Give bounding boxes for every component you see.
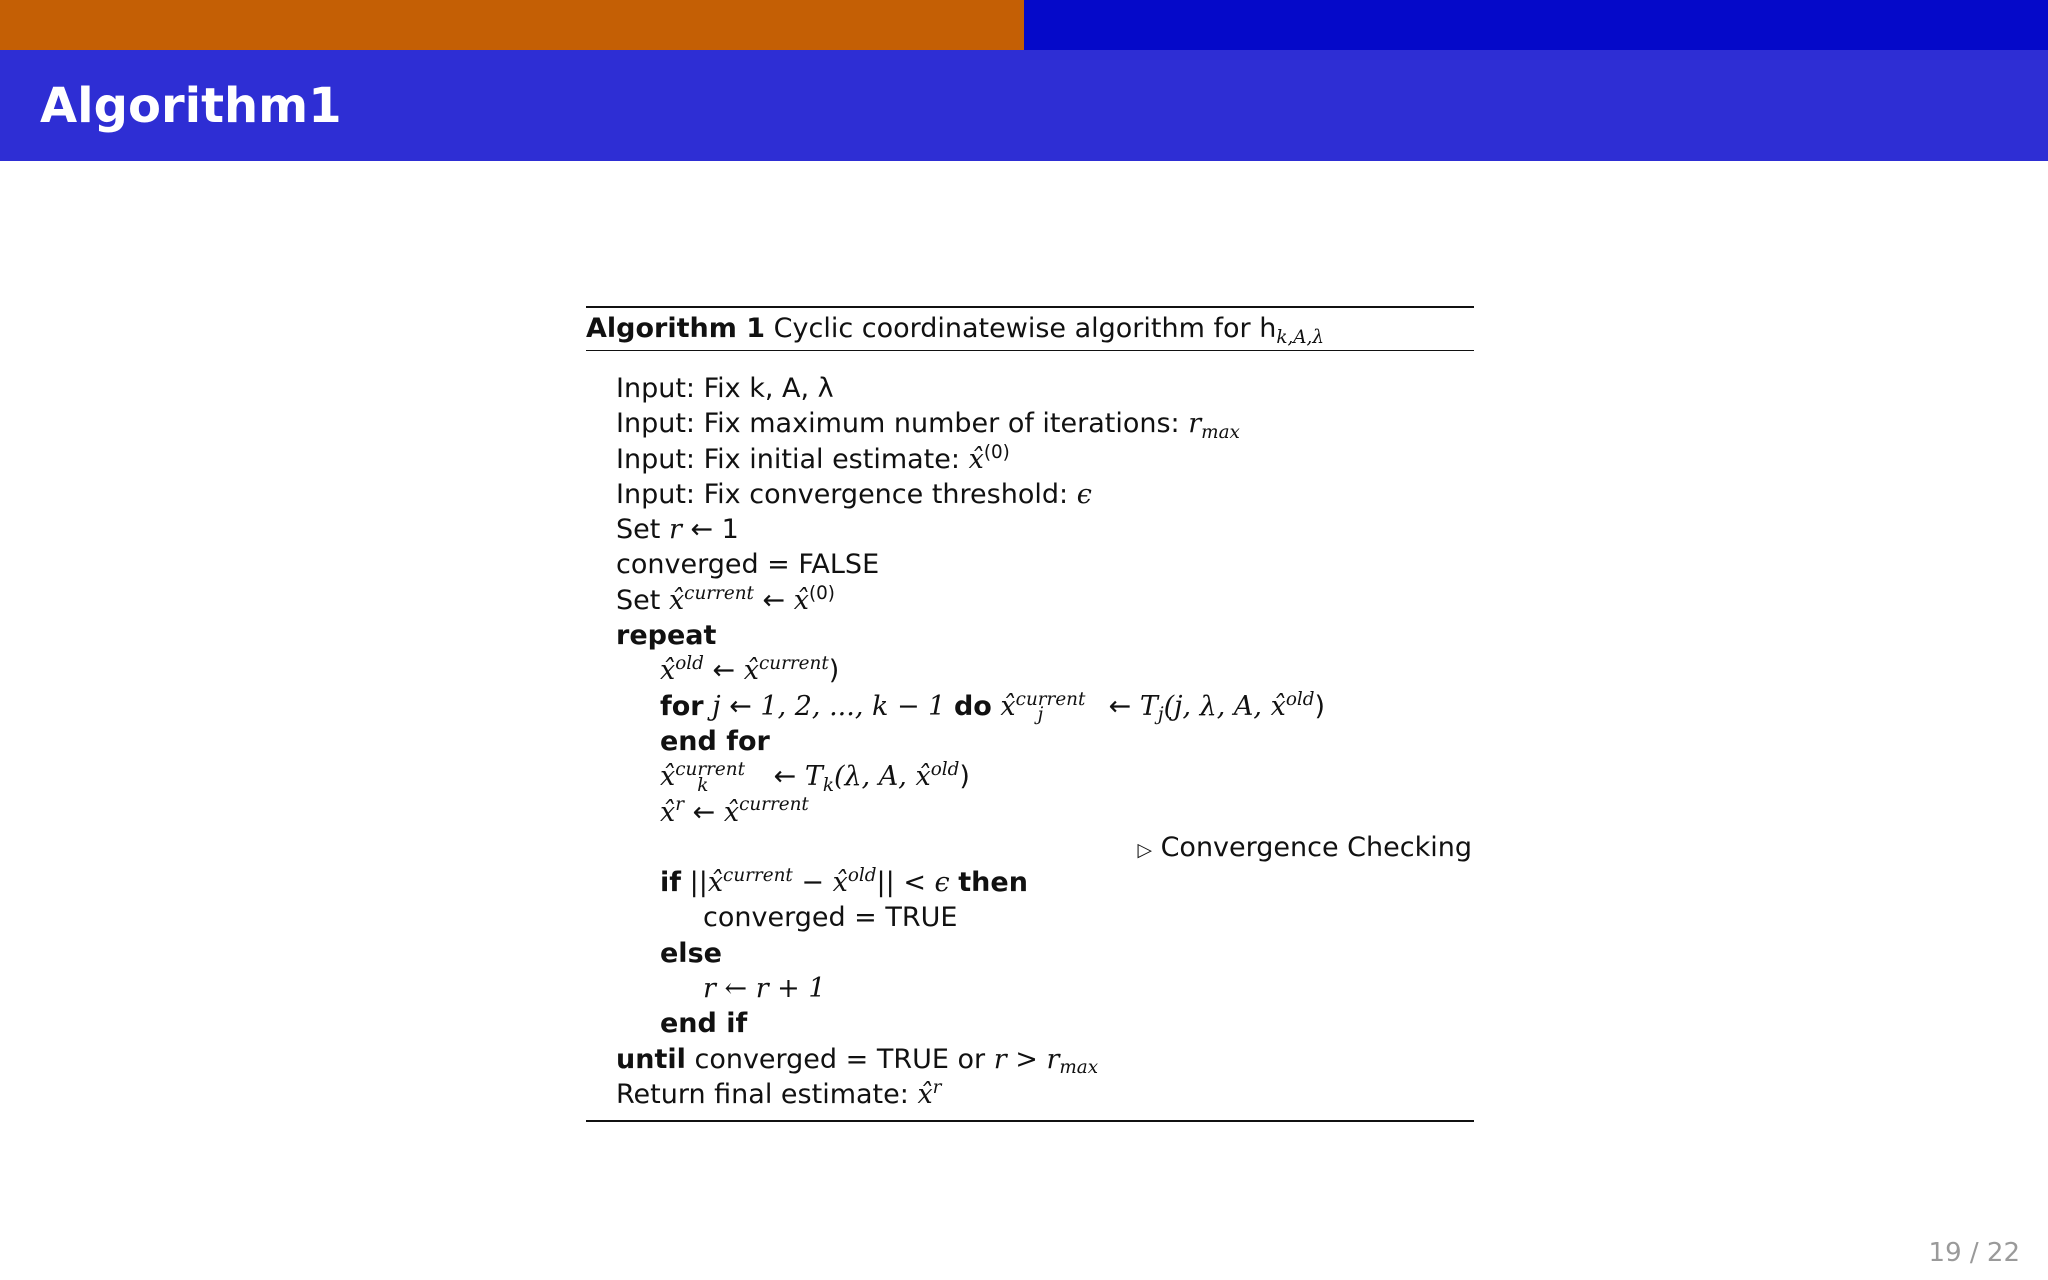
caption-subscript: k,A,λ xyxy=(1276,326,1325,348)
math-var: ϵ xyxy=(934,867,950,899)
line-text: Set xyxy=(616,584,661,616)
line-x-k-update xyxy=(586,759,1474,794)
math-sub: k xyxy=(822,774,834,796)
keyword-end-if: end if xyxy=(660,1008,748,1040)
line-set-r xyxy=(586,512,1474,547)
line-else xyxy=(586,936,1474,971)
math-range: 1, 2, ..., k − 1 xyxy=(760,690,946,722)
header-stripe-orange xyxy=(0,0,1024,50)
math-sup: current xyxy=(684,582,754,604)
line-if xyxy=(586,865,1474,900)
math-sub: max xyxy=(1201,421,1240,443)
arrow-symbol: ← xyxy=(712,655,736,687)
math-var: x̂ xyxy=(723,796,740,828)
slide-title: Algorithm1 xyxy=(40,78,342,134)
math-var: ϵ xyxy=(1076,478,1092,510)
line-text: converged = TRUE xyxy=(703,902,958,934)
input-label: Input: xyxy=(616,373,696,404)
input-label: Input: xyxy=(616,478,696,510)
math-sup: r xyxy=(675,794,685,816)
math-sup: (0) xyxy=(808,582,835,604)
algorithm-number: Algorithm 1 xyxy=(586,313,766,344)
math-sup: current xyxy=(739,794,809,816)
line-text: Set xyxy=(616,514,661,546)
math-sup: old xyxy=(1285,688,1315,710)
math-args: (λ, A, xyxy=(834,761,916,793)
line-input-2 xyxy=(586,406,1474,441)
math-var: x̂ xyxy=(668,584,685,616)
keyword-then: then xyxy=(958,867,1028,899)
math-var: r xyxy=(1188,408,1202,440)
comment-text: Convergence Checking xyxy=(1160,831,1472,863)
keyword-else: else xyxy=(660,937,722,969)
math-expr: r > xyxy=(993,1043,1038,1075)
input-label: Input: xyxy=(616,408,696,440)
math-paren: ) xyxy=(1314,690,1326,722)
math-sup: current xyxy=(758,653,829,675)
title-bar xyxy=(0,50,2048,161)
math-var: x̂ xyxy=(743,655,759,687)
math-var: x̂ xyxy=(832,867,848,899)
algorithm-block xyxy=(586,306,1474,1122)
math-var: x̂ xyxy=(968,443,984,475)
line-comment xyxy=(586,830,1474,865)
math-sub: j xyxy=(1037,704,1044,726)
math-sup: current xyxy=(723,865,793,887)
math-sup: current xyxy=(1015,688,1086,710)
math-var: x̂ xyxy=(1000,690,1016,722)
line-r-increment xyxy=(586,971,1474,1006)
math-expr: r ← r + 1 xyxy=(703,973,826,1005)
math-var: j xyxy=(712,690,721,722)
keyword-if: if xyxy=(660,867,682,899)
line-for-loop xyxy=(586,689,1474,724)
math-sup: old xyxy=(675,653,704,675)
math-var: x̂ xyxy=(915,761,931,793)
line-text: Fix k, A, λ xyxy=(703,373,834,404)
math-var: x̂ xyxy=(660,655,676,687)
minus-symbol: − xyxy=(801,867,824,899)
line-converged-true xyxy=(586,900,1474,935)
keyword-for: for xyxy=(660,690,704,722)
math-var: x̂ xyxy=(660,796,676,828)
math-var: T xyxy=(804,761,823,793)
triangle-icon: ▷ xyxy=(1137,838,1152,861)
arrow-symbol: ← xyxy=(692,796,716,828)
line-text: Fix initial estimate: xyxy=(703,443,960,475)
line-end-for xyxy=(586,724,1474,759)
arrow-symbol: ← xyxy=(690,514,714,546)
math-paren: ) xyxy=(828,655,840,687)
line-until xyxy=(586,1042,1474,1077)
line-input-1 xyxy=(586,371,1474,406)
keyword-end-for: end for xyxy=(660,725,770,757)
algorithm-caption xyxy=(586,308,1474,350)
line-set-x-current xyxy=(586,583,1474,618)
caption-text: Cyclic coordinatewise algorithm for h xyxy=(773,313,1277,344)
math-sup: old xyxy=(930,759,960,781)
line-text: Fix maximum number of iterations: xyxy=(703,408,1180,440)
math-sup: current xyxy=(675,759,745,781)
header-stripe-blue xyxy=(1024,0,2048,50)
math-args: (j, λ, A, xyxy=(1163,690,1271,722)
norm-bars: || xyxy=(876,867,895,899)
math-var: x̂ xyxy=(707,867,724,899)
header-stripe xyxy=(0,0,2048,50)
math-var: r xyxy=(1046,1043,1060,1075)
bottom-rule xyxy=(586,1120,1474,1122)
arrow-symbol: ← xyxy=(773,761,797,793)
math-var: x̂ xyxy=(660,761,676,793)
math-var: x̂ xyxy=(793,584,809,616)
line-return xyxy=(586,1077,1474,1112)
page-number: 19 / 22 xyxy=(1928,1238,2020,1268)
math-var: r xyxy=(668,514,682,546)
math-paren: ) xyxy=(959,761,970,793)
math-sup: r xyxy=(932,1076,942,1098)
math-sub: k xyxy=(697,774,709,796)
math-sup: old xyxy=(847,865,877,887)
norm-bars: || xyxy=(689,867,708,899)
line-text: converged = FALSE xyxy=(616,549,880,581)
keyword-repeat: repeat xyxy=(616,620,717,652)
arrow-symbol: ← xyxy=(729,690,752,722)
arrow-symbol: ← xyxy=(1108,690,1132,722)
line-repeat xyxy=(586,618,1474,653)
math-var: x̂ xyxy=(1270,690,1286,722)
arrow-symbol: ← xyxy=(762,584,786,616)
keyword-do: do xyxy=(953,690,992,722)
line-input-3 xyxy=(586,442,1474,477)
line-converged-false xyxy=(586,547,1474,582)
line-input-4 xyxy=(586,477,1474,512)
math-var: x̂ xyxy=(917,1078,933,1110)
math-var: T xyxy=(1139,690,1158,722)
line-x-old xyxy=(586,653,1474,688)
keyword-until: until xyxy=(616,1043,686,1075)
line-text: Fix convergence threshold: xyxy=(703,478,1069,510)
math-sup: (0) xyxy=(983,441,1010,463)
math-sub: max xyxy=(1059,1057,1099,1079)
math-value: 1 xyxy=(721,514,739,546)
input-label: Input: xyxy=(616,443,696,475)
less-than-symbol: < xyxy=(903,867,926,899)
algorithm-body xyxy=(586,351,1474,1112)
line-x-r-update xyxy=(586,795,1474,830)
line-text: Return final estimate: xyxy=(616,1078,909,1110)
line-text: converged = TRUE or xyxy=(694,1043,986,1075)
math-sub: j xyxy=(1157,704,1164,726)
line-end-if xyxy=(586,1006,1474,1041)
